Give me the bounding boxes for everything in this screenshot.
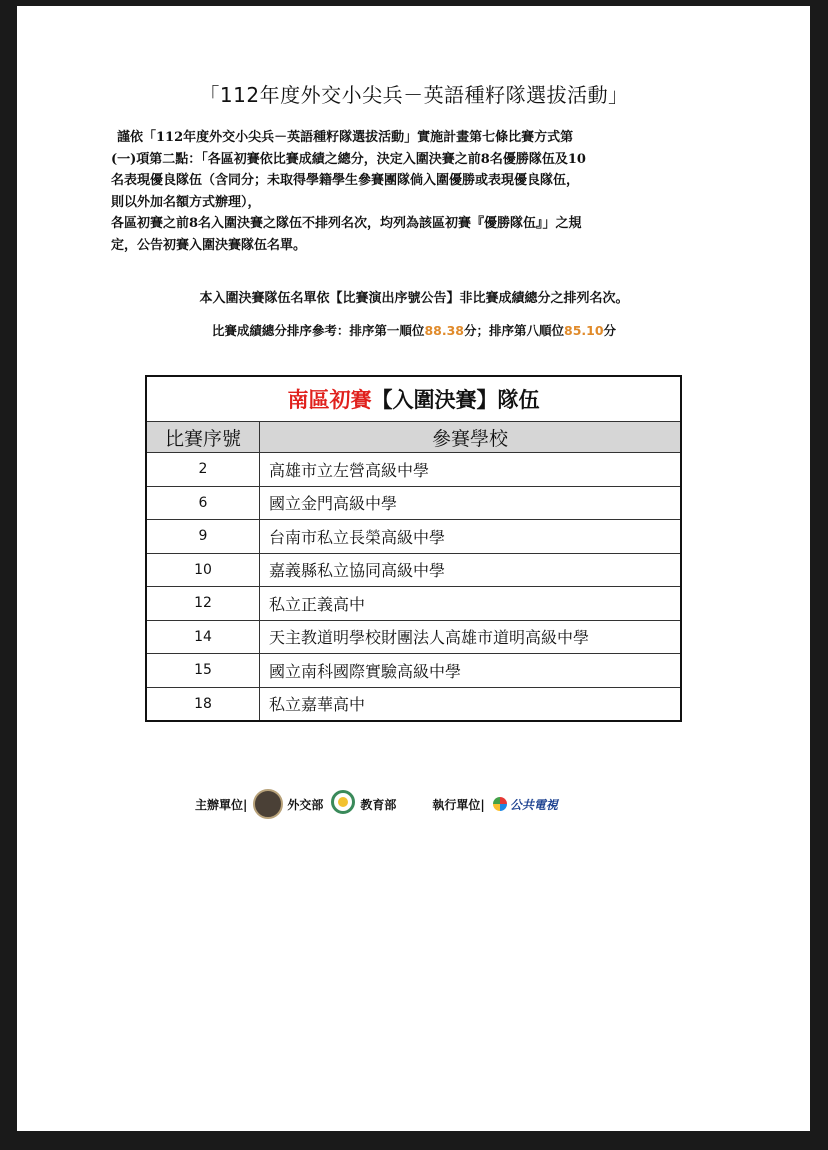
cell-number: 18	[146, 687, 260, 721]
announcement-paragraph	[111, 127, 721, 256]
paragraph-line: 則以外加名額方式辦理），	[111, 194, 261, 210]
mofa-logo-icon	[253, 789, 283, 819]
table-row	[146, 520, 681, 554]
paragraph-line: 各區初賽之前8名入圍決賽之隊伍不排列名次，均列為該區初賽『優勝隊伍』」之規	[111, 216, 582, 231]
table-row	[146, 453, 681, 487]
table-row	[146, 587, 681, 621]
score-eighth: 85.10	[564, 323, 604, 338]
cell-number: 6	[146, 486, 260, 520]
cell-school: 國立金門高級中學	[260, 486, 682, 520]
cell-number: 2	[146, 453, 260, 487]
column-header-school: 參賽學校	[260, 422, 682, 453]
score-suffix: 分	[603, 323, 617, 338]
score-prefix: 比賽成績總分排序參考：排序第一順位	[211, 323, 425, 338]
caption-region: 南區初賽	[287, 387, 372, 412]
cell-school: 國立南科國際實驗高級中學	[260, 654, 682, 688]
cell-number: 14	[146, 620, 260, 654]
cell-school: 天主教道明學校財團法人高雄市道明高級中學	[260, 620, 682, 654]
score-reference	[0, 321, 828, 339]
cell-school: 高雄市立左營高級中學	[260, 453, 682, 487]
pts-logo	[493, 796, 558, 813]
caption-text: 【入圍決賽】隊伍	[371, 387, 540, 412]
document-title: 「112年度外交小尖兵－英語種籽隊選拔活動」	[199, 83, 629, 107]
table-row	[146, 620, 681, 654]
cell-school: 台南市私立長榮高級中學	[260, 520, 682, 554]
moe-label: 教育部	[360, 797, 397, 812]
order-notice: 本入圍決賽隊伍名單依【比賽演出序號公告】非比賽成績總分之排列名次。	[199, 291, 629, 306]
table-header-row	[146, 422, 681, 453]
exec-label: 執行單位|	[432, 797, 485, 812]
cell-number: 12	[146, 587, 260, 621]
cell-school: 私立正義高中	[260, 587, 682, 621]
table-caption-row	[146, 376, 681, 422]
paragraph-line: 謹依「112年度外交小尖兵－英語種籽隊選拔活動」實施計畫第七條比賽方式第	[117, 130, 574, 145]
paragraph-line: 名表現優良隊伍（含同分；未取得學籍學生參賽團隊倘入圍優勝或表現優良隊伍，	[111, 173, 580, 188]
cell-number: 10	[146, 553, 260, 587]
table-row	[146, 687, 681, 721]
finalist-table	[145, 375, 682, 722]
table-row	[146, 486, 681, 520]
mofa-label: 外交部	[287, 797, 324, 812]
score-first: 88.38	[424, 323, 464, 338]
cell-number: 15	[146, 654, 260, 688]
table-row	[146, 654, 681, 688]
paragraph-line: 定，公告初賽入圍決賽隊伍名單。	[111, 237, 307, 253]
table-row	[146, 553, 681, 587]
moe-logo-icon	[331, 790, 355, 818]
sponsor-footer	[195, 784, 558, 824]
pts-logo-icon	[493, 797, 507, 811]
pts-label: 公共電視	[509, 797, 558, 812]
column-header-number: 比賽序號	[146, 422, 260, 453]
cell-school: 私立嘉華高中	[260, 687, 682, 721]
cell-number: 9	[146, 520, 260, 554]
cell-school: 嘉義縣私立協同高級中學	[260, 553, 682, 587]
host-label: 主辦單位|	[195, 797, 248, 812]
paragraph-line: (一)項第二點：「各區初賽依比賽成績之總分，決定入圍決賽之前8名優勝隊伍及10	[111, 151, 586, 167]
table-caption	[146, 376, 681, 422]
score-mid: 分；排序第八順位	[463, 323, 564, 338]
